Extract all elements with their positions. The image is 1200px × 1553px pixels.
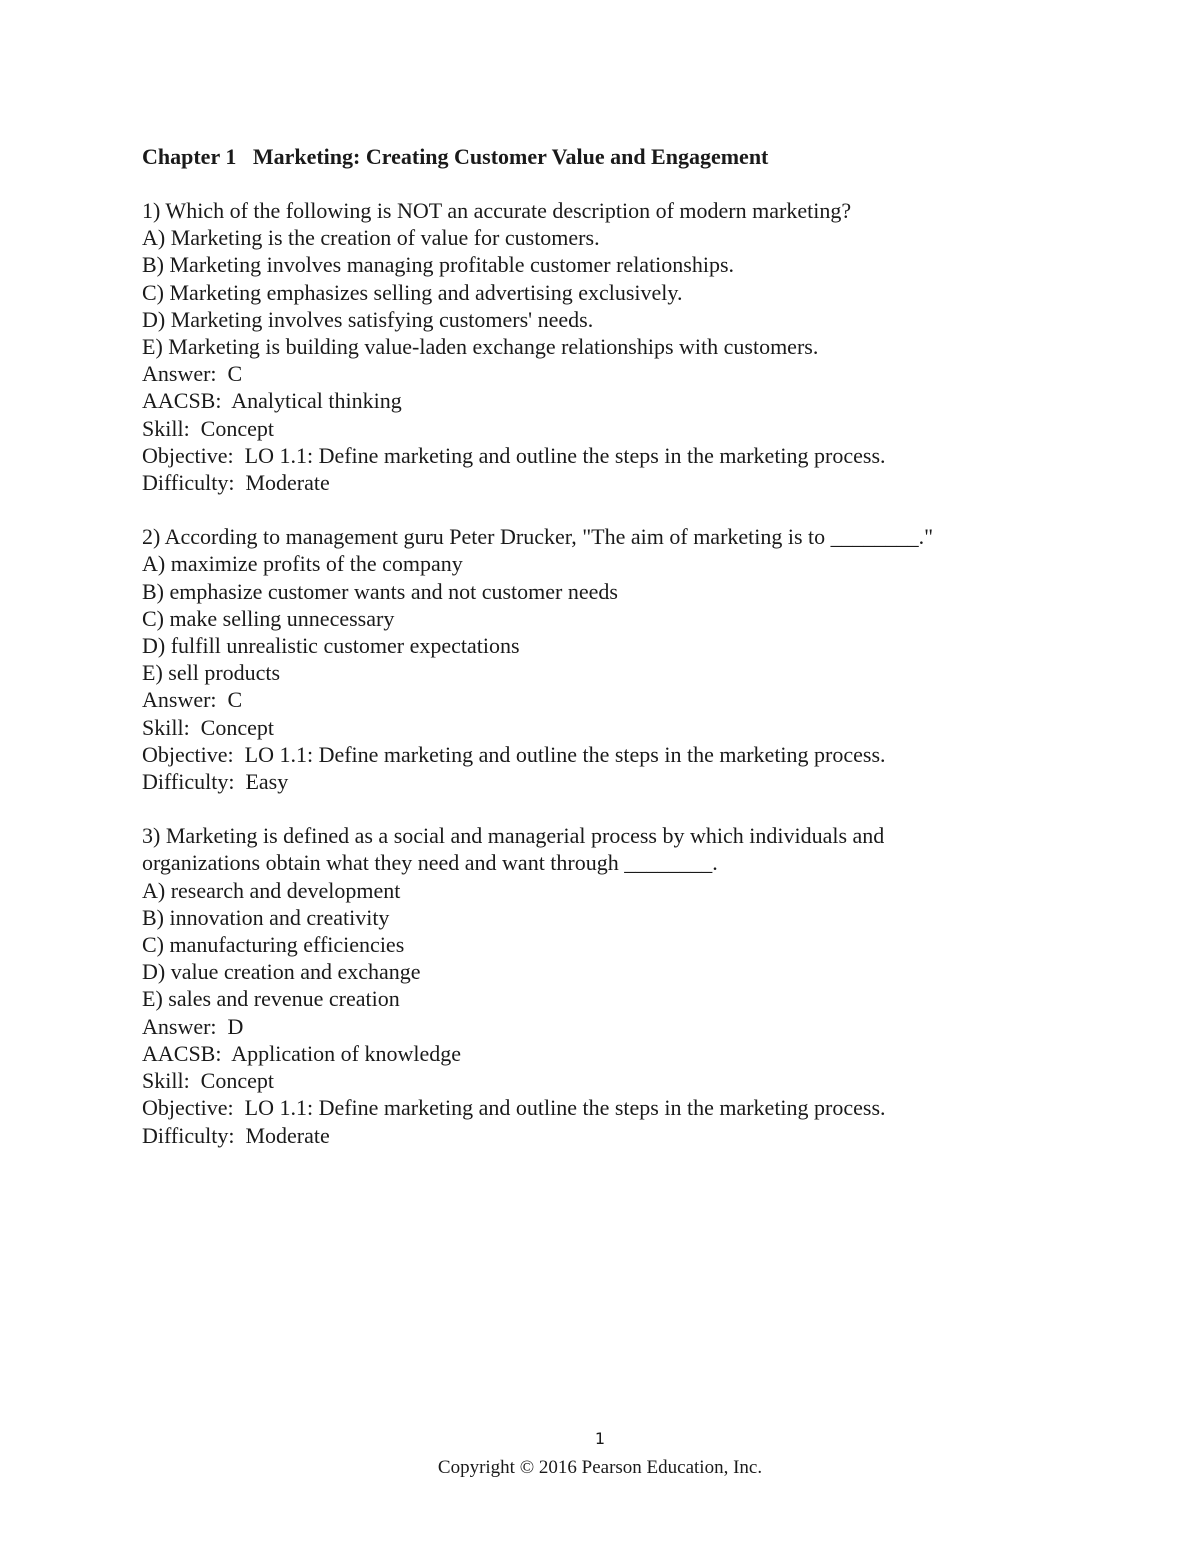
- difficulty-tag: Difficulty: Easy: [142, 769, 289, 795]
- answer-option-c: C) Marketing emphasizes selling and advertising exclusively.: [142, 279, 683, 305]
- objective-tag: Objective: LO 1.1: Define marketing and outline the steps in the marketing process.: [142, 1095, 886, 1121]
- question-stem: 2) According to management guru Peter Drucker, "The aim of marketing is to ________.": [142, 524, 934, 550]
- skill-tag: Skill: Concept: [142, 415, 274, 441]
- skill-tag: Skill: Concept: [142, 714, 274, 740]
- answer-option-a: A) maximize profits of the company: [142, 551, 463, 577]
- answer-key: Answer: C: [142, 687, 243, 713]
- answer-option-d: D) fulfill unrealistic customer expectations: [142, 633, 520, 659]
- chapter-title: Chapter 1 Marketing: Creating Customer Value and Engagement: [142, 144, 769, 169]
- skill-tag: Skill: Concept: [142, 1068, 274, 1094]
- answer-option-d: D) value creation and exchange: [142, 959, 421, 985]
- difficulty-tag: Difficulty: Moderate: [142, 1122, 330, 1148]
- question-stem-line-2: organizations obtain what they need and want through ________.: [142, 850, 718, 876]
- answer-key: Answer: D: [142, 1013, 244, 1039]
- document-body: [142, 143, 1102, 1176]
- question-stem-line-1: 3) Marketing is defined as a social and managerial process by which individuals and: [142, 823, 885, 849]
- answer-option-c: C) manufacturing efficiencies: [142, 932, 405, 958]
- aacsb-tag: AACSB: Application of knowledge: [142, 1040, 461, 1066]
- answer-option-e: E) Marketing is building value-laden exchange relationships with customers.: [142, 334, 819, 360]
- answer-option-a: A) Marketing is the creation of value for customers.: [142, 225, 600, 251]
- objective-tag: Objective: LO 1.1: Define marketing and outline the steps in the marketing process.: [142, 741, 886, 767]
- page-number: 1: [594, 1429, 606, 1448]
- question-2: [142, 523, 1102, 795]
- answer-option-d: D) Marketing involves satisfying customers' needs.: [142, 306, 594, 332]
- question-1: [142, 197, 1102, 496]
- objective-tag: Objective: LO 1.1: Define marketing and outline the steps in the marketing process.: [142, 442, 886, 468]
- question-3: [142, 822, 1102, 1148]
- answer-key: Answer: C: [142, 361, 243, 387]
- answer-option-b: B) emphasize customer wants and not customer needs: [142, 578, 618, 604]
- aacsb-tag: AACSB: Analytical thinking: [142, 388, 402, 414]
- question-stem: 1) Which of the following is NOT an accurate description of modern marketing?: [142, 198, 852, 223]
- answer-option-b: B) innovation and creativity: [142, 904, 390, 930]
- answer-option-a: A) research and development: [142, 877, 401, 903]
- answer-option-b: B) Marketing involves managing profitable customer relationships.: [142, 252, 735, 278]
- answer-option-e: E) sales and revenue creation: [142, 986, 400, 1012]
- answer-option-e: E) sell products: [142, 660, 281, 686]
- answer-option-c: C) make selling unnecessary: [142, 605, 395, 631]
- copyright-notice: Copyright © 2016 Pearson Education, Inc.: [437, 1457, 763, 1478]
- difficulty-tag: Difficulty: Moderate: [142, 470, 330, 496]
